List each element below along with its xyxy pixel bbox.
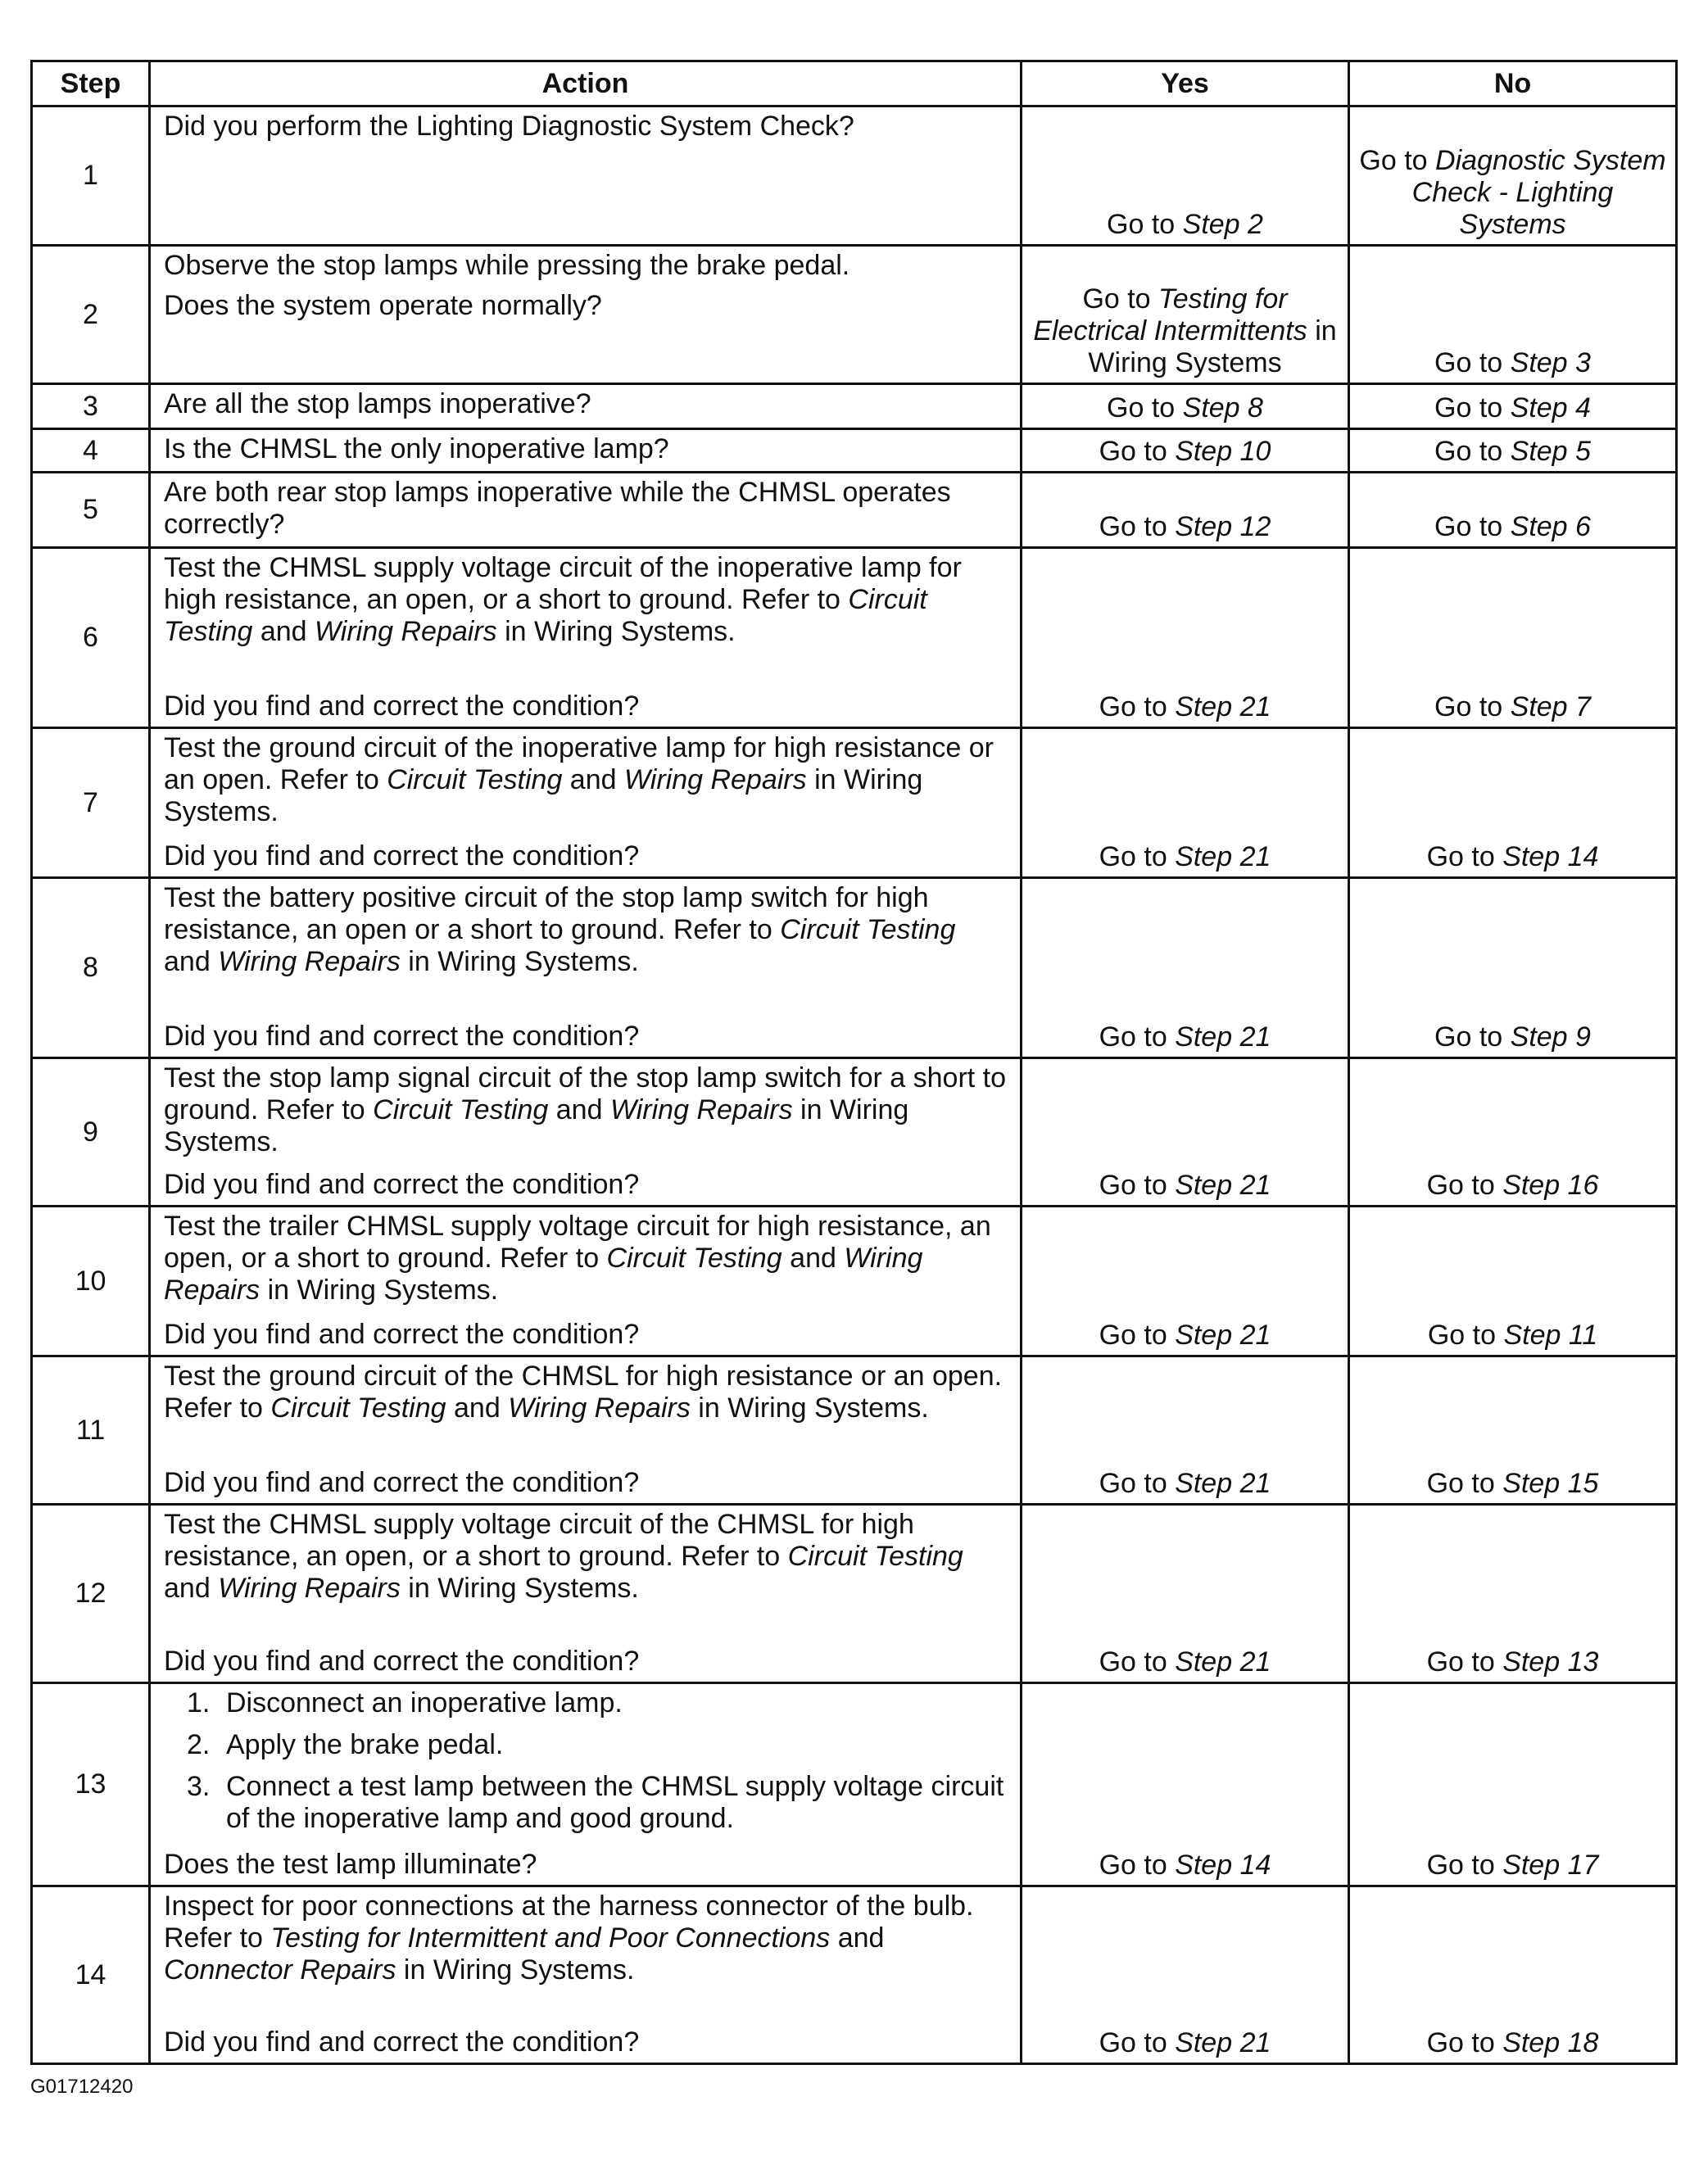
yes-result [1022,1058,1349,1207]
header-no: No [1349,61,1677,106]
spacer [164,1311,1008,1319]
step-number: 11 [32,1356,150,1505]
reference-link-text: Step 21 [1175,841,1271,872]
text-run: in Wiring Systems. [496,616,736,647]
action-instruction: Does the system operate normally? [164,290,602,321]
reference-link-text: Step 15 [1502,1468,1599,1499]
no-result [1349,473,1677,548]
step-number: 9 [32,1058,150,1207]
action-instruction [164,1361,1008,1424]
text-run: Go to [1099,511,1176,542]
text-run: in Wiring Systems. [164,764,923,827]
action-instruction [164,1509,1008,1605]
no-result [1349,1886,1677,2064]
reference-link-text: Circuit Testing [780,914,956,945]
reference-link-text: Step 5 [1510,436,1591,467]
list-text: Connect a test lamp between the CHMSL supply voltage circuit of the inoperative lamp and good ground. [226,1771,1004,1834]
action-instruction: Are both rear stop lamps inoperative while the CHMSL operates correctly? [164,477,951,540]
diagnostic-table [30,60,1678,2065]
step-number: 7 [32,728,150,878]
text-run: Go to [1434,436,1511,467]
reference-link-text: Testing for Electrical Intermittents [1033,283,1307,346]
step-number: 3 [32,384,150,429]
text-run: in Wiring Systems. [260,1275,499,1306]
header-row [32,61,1677,106]
action-cell [150,1058,1022,1207]
yes-result [1022,728,1349,878]
text-run: Go to [1082,283,1159,315]
no-result [1349,1356,1677,1505]
action-instruction [164,882,1008,978]
no-result [1349,429,1677,473]
action-question: Does the test lamp illuminate? [164,1849,537,1880]
reference-link-text: Step 2 [1182,209,1263,240]
action-cell [150,548,1022,728]
reference-link-text: Wiring Repairs [315,616,497,647]
table-row [32,1886,1677,2064]
action-cell [150,1886,1022,2064]
yes-result [1022,429,1349,473]
figure-id: G01712420 [30,2076,134,2098]
list-item [164,1729,1008,1761]
spacer [164,833,1008,840]
text-run: Go to [1099,2027,1176,2058]
action-instruction [164,732,1008,828]
action-cell [150,384,1022,429]
text-run: and [164,946,219,977]
spacer [164,1429,1008,1467]
action-cell [150,1683,1022,1886]
text-run: Go to [1434,511,1511,542]
action-cell [150,473,1022,548]
action-cell [150,1356,1022,1505]
yes-result [1022,1356,1349,1505]
step-number: 8 [32,878,150,1058]
spacer [164,983,1008,1021]
reference-link-text: Circuit Testing [606,1243,782,1274]
no-result [1349,728,1677,878]
action-question: Did you find and correct the condition? [164,691,640,722]
spacer [164,1841,1008,1849]
action-instruction: Is the CHMSL the only inoperative lamp? [164,433,669,464]
reference-link-text: Wiring Repairs [218,1573,401,1604]
table-row [32,1683,1677,1886]
yes-result [1022,878,1349,1058]
list-item [164,1771,1008,1835]
reference-link-text: Diagnostic System Check - Lighting Systems [1411,145,1666,240]
spacer [164,1610,1008,1646]
spacer [164,1163,1008,1169]
text-run: Go to [1099,1646,1176,1678]
action-question: Did you find and correct the condition? [164,1021,640,1052]
reference-link-text: Step 21 [1175,1646,1271,1678]
reference-link-text: Circuit Testing [270,1392,446,1424]
text-run: in Wiring Systems. [400,946,639,977]
no-result [1349,1505,1677,1683]
action-instruction [164,1062,1008,1158]
text-run: Go to [1107,392,1183,423]
action-instruction [164,1891,1008,1986]
list-number: 2. [187,1729,211,1760]
text-run: Go to [1426,1850,1503,1881]
reference-link-text: Circuit Testing [164,584,927,647]
text-run: Go to [1359,145,1436,176]
text-run: Go to [1099,1021,1176,1053]
table-row [32,473,1677,548]
text-run: Go to [1099,1320,1176,1351]
table-row [32,246,1677,384]
header-action: Action [150,61,1022,106]
text-run: Go to [1426,841,1503,872]
reference-link-text: Step 6 [1510,511,1591,542]
yes-result [1022,1886,1349,2064]
step-number: 14 [32,1886,150,2064]
action-cell [150,106,1022,246]
step-number: 2 [32,246,150,384]
no-result [1349,548,1677,728]
text-run: Test the CHMSL supply voltage circuit of the inoperative lamp for high resistance, an open, or a short to ground. Refer to [164,552,962,615]
text-run: Go to [1426,1170,1503,1201]
table-row [32,728,1677,878]
action-instruction [164,552,1008,648]
reference-link-text: Step 7 [1510,691,1591,722]
reference-link-text: Step 13 [1502,1646,1599,1678]
yes-result [1022,1505,1349,1683]
table-body [32,106,1677,2064]
list-number: 3. [187,1771,211,1802]
step-number: 12 [32,1505,150,1683]
reference-link-text: Wiring Repairs [508,1392,691,1424]
text-run: Inspect for poor connections at the harness connector of the bulb. Refer to [164,1891,974,1954]
text-run: Go to [1107,209,1183,240]
header-yes: Yes [1022,61,1349,106]
reference-link-text: Step 21 [1175,691,1271,722]
text-run: Test the CHMSL supply voltage circuit of the CHMSL for high resistance, an open, or a short to ground. Refer to [164,1509,914,1572]
yes-result [1022,548,1349,728]
yes-result [1022,1207,1349,1356]
text-run: Go to [1099,1170,1176,1201]
reference-link-text: Wiring Repairs [164,1243,923,1306]
reference-link-text: Step 10 [1175,436,1271,467]
action-instruction: Did you perform the Lighting Diagnostic System Check? [164,111,854,142]
reference-link-text: Step 8 [1182,392,1263,423]
reference-link-text: Connector Repairs [164,1954,396,1986]
action-cell [150,1207,1022,1356]
no-result [1349,384,1677,429]
reference-link-text: Step 11 [1503,1320,1598,1351]
action-cell [150,429,1022,473]
reference-link-text: Step 21 [1175,2027,1271,2058]
text-run: Go to [1434,1021,1511,1053]
action-cell [150,1505,1022,1683]
action-question: Did you find and correct the condition? [164,1319,640,1350]
spacer [164,1991,1008,2026]
text-run: and [548,1094,610,1125]
spacer [164,653,1008,691]
table-row [32,1058,1677,1207]
reference-link-text: Step 21 [1175,1320,1271,1351]
table-row [32,106,1677,246]
table-row [32,384,1677,429]
action-question: Did you find and correct the condition? [164,840,640,872]
yes-result [1022,473,1349,548]
action-cell [150,878,1022,1058]
header-step: Step [32,61,150,106]
reference-link-text: Circuit Testing [373,1094,549,1125]
action-question: Did you find and correct the condition? [164,1646,640,1677]
action-cell [150,728,1022,878]
reference-link-text: Step 12 [1175,511,1271,542]
yes-result [1022,246,1349,384]
reference-link-text: Step 3 [1510,347,1591,378]
step-number: 10 [32,1207,150,1356]
yes-result [1022,384,1349,429]
step-number: 1 [32,106,150,246]
reference-link-text: Circuit Testing [387,764,563,795]
table-row [32,1207,1677,1356]
reference-link-text: Step 14 [1175,1850,1271,1881]
no-result [1349,878,1677,1058]
step-number: 6 [32,548,150,728]
text-run: Go to [1099,841,1176,872]
reference-link-text: Step 21 [1175,1021,1271,1053]
table-row [32,548,1677,728]
no-result [1349,1207,1677,1356]
text-run: Go to [1099,436,1176,467]
step-number: 5 [32,473,150,548]
reference-link-text: Step 17 [1502,1850,1599,1881]
text-run: and [830,1922,885,1954]
action-cell [150,246,1022,384]
text-run: Test the ground circuit of the CHMSL for high resistance or an open. Refer to [164,1361,1003,1424]
text-run: Go to [1099,1850,1176,1881]
list-item [164,1687,1008,1719]
text-run: in Wiring Systems. [164,1094,909,1157]
reference-link-text: Wiring Repairs [218,946,401,977]
reference-link-text: Step 16 [1502,1170,1599,1201]
list-number: 1. [187,1687,211,1718]
text-run: Go to [1426,2027,1503,2058]
no-result [1349,1683,1677,1886]
no-result [1349,1058,1677,1207]
text-run: Go to [1434,347,1511,378]
reference-link-text: Wiring Repairs [609,1094,793,1125]
reference-link-text: Step 21 [1175,1468,1271,1499]
no-result [1349,106,1677,246]
list-text: Apply the brake pedal. [226,1729,504,1760]
step-number: 4 [32,429,150,473]
action-question: Did you find and correct the condition? [164,1467,640,1498]
reference-link-text: Step 4 [1510,392,1591,423]
yes-result [1022,1683,1349,1886]
yes-result [1022,106,1349,246]
table-row [32,1505,1677,1683]
action-question: Did you find and correct the condition? [164,1169,640,1200]
step-number: 13 [32,1683,150,1886]
text-run: Go to [1099,1468,1176,1499]
text-run: Test the ground circuit of the inoperative lamp for high resistance or an open. Refer to [164,732,994,795]
action-question: Did you find and correct the condition? [164,2026,640,2058]
text-run: and [782,1243,845,1274]
action-instruction [164,1211,1008,1306]
text-run: Go to [1434,392,1511,423]
reference-link-text: Step 21 [1175,1170,1271,1201]
text-run: Test the battery positive circuit of the stop lamp switch for high resistance, an open or a short to ground. Refer to [164,882,929,945]
action-instruction: Are all the stop lamps inoperative? [164,388,591,419]
text-run: in Wiring Systems [1088,315,1337,378]
action-instruction: Observe the stop lamps while pressing the brake pedal. [164,250,850,281]
text-run: Test the stop lamp signal circuit of the stop lamp switch for a short to ground. Refer to [164,1062,1007,1125]
text-run: Go to [1427,1320,1504,1351]
text-run: and [164,1573,219,1604]
text-run: in Wiring Systems. [400,1573,639,1604]
text-run: Go to [1426,1468,1503,1499]
text-run: and [562,764,624,795]
reference-link-text: Circuit Testing [787,1541,963,1572]
text-run: and [446,1392,509,1424]
text-run: Go to [1426,1646,1503,1678]
text-run: in Wiring Systems. [396,1954,635,1986]
reference-link-text: Step 14 [1502,841,1599,872]
text-run: and [252,616,315,647]
text-run: Test the trailer CHMSL supply voltage circuit for high resistance, an open, or a short to ground. Refer to [164,1211,991,1274]
reference-link-text: Step 18 [1502,2027,1599,2058]
reference-link-text: Step 9 [1510,1021,1591,1053]
text-run: in Wiring Systems. [690,1392,929,1424]
no-result [1349,246,1677,384]
list-text: Disconnect an inoperative lamp. [226,1687,623,1718]
text-run: Go to [1434,691,1511,722]
text-run: Go to [1099,691,1176,722]
reference-link-text: Wiring Repairs [623,764,807,795]
table-row [32,1356,1677,1505]
table-row [32,429,1677,473]
table-row [32,878,1677,1058]
reference-link-text: Testing for Intermittent and Poor Connections [270,1922,831,1954]
